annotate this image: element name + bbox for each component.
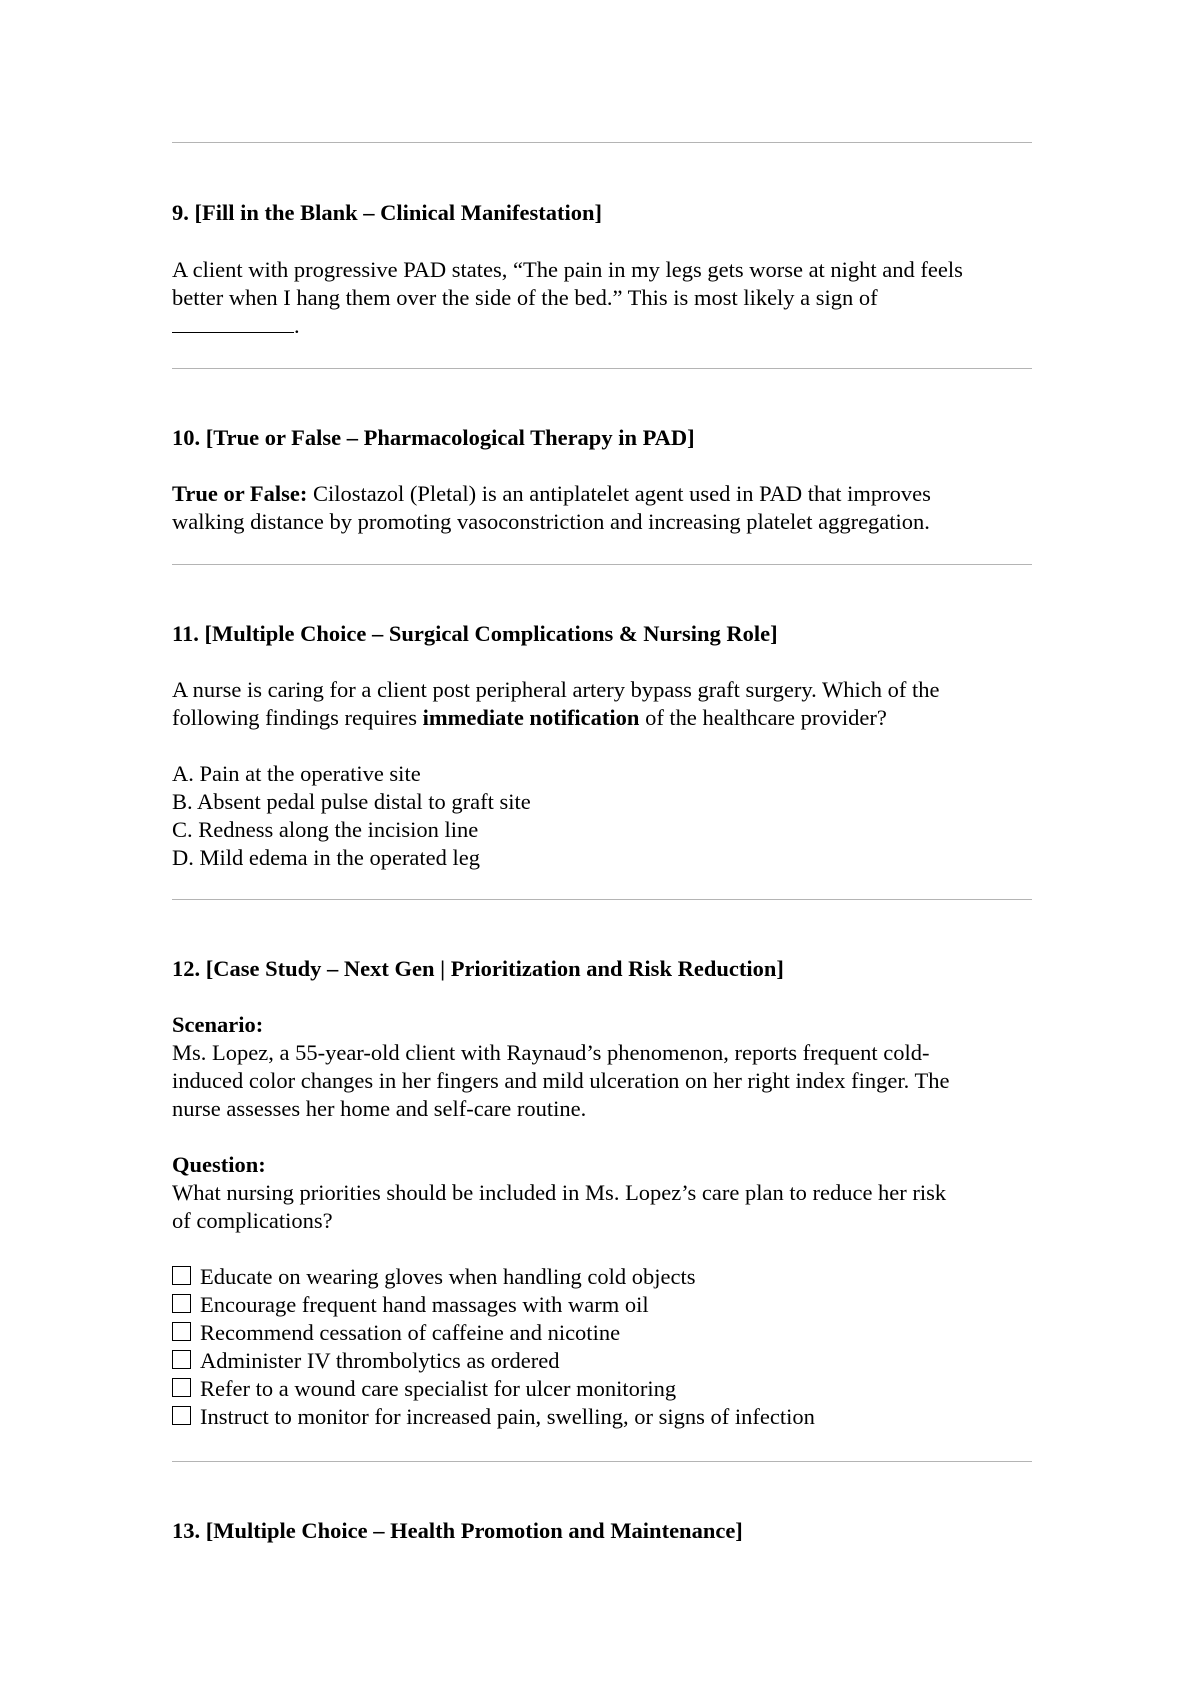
checkbox[interactable]	[172, 1294, 191, 1313]
checklist-item: Refer to a wound care specialist for ulcer monitoring	[172, 1375, 1032, 1403]
question-label: Question:	[172, 1152, 266, 1177]
q9-body	[172, 256, 1032, 340]
scenario-text	[172, 1039, 1032, 1123]
option-b[interactable]: B. Absent pedal pulse distal to graft site	[172, 789, 531, 814]
q11-line: A nurse is caring for a client post peripheral artery bypass graft surgery. Which of the	[172, 677, 940, 702]
q10-line: Cilostazol (Pletal) is an antiplatelet agent used in PAD that improves	[307, 481, 931, 506]
option-d[interactable]: D. Mild edema in the operated leg	[172, 845, 481, 870]
q11-heading: 11. [Multiple Choice – Surgical Complications & Nursing Role]	[172, 621, 778, 646]
q13-heading: 13. [Multiple Choice – Health Promotion and Maintenance]	[172, 1518, 743, 1543]
question-text	[172, 1179, 1032, 1235]
q9-end: .	[294, 313, 300, 338]
emphasis: immediate notification	[422, 705, 640, 730]
q9-line: A client with progressive PAD states, “The pain in my legs gets worse at night and feels	[172, 257, 963, 282]
divider	[172, 899, 1032, 900]
scenario-label: Scenario:	[172, 1012, 264, 1037]
checkbox[interactable]	[172, 1378, 191, 1397]
divider	[172, 142, 1032, 143]
q9-line: better when I hang them over the side of the bed.” This is most likely a sign of	[172, 285, 878, 310]
checklist-item: Encourage frequent hand massages with warm oil	[172, 1291, 1032, 1319]
checkbox[interactable]	[172, 1406, 191, 1425]
q10-line: walking distance by promoting vasoconstriction and increasing platelet aggregation.	[172, 509, 930, 534]
option-c[interactable]: C. Redness along the incision line	[172, 817, 479, 842]
scenario-line: Ms. Lopez, a 55-year-old client with Raynaud’s phenomenon, reports frequent cold-	[172, 1040, 930, 1065]
checklist-item: Administer IV thrombolytics as ordered	[172, 1347, 1032, 1375]
scenario-line: induced color changes in her fingers and mild ulceration on her right index finger. The	[172, 1068, 950, 1093]
q12-checklist	[172, 1263, 1032, 1431]
divider	[172, 1461, 1032, 1462]
checklist-item: Recommend cessation of caffeine and nicotine	[172, 1319, 1032, 1347]
option-a[interactable]: A. Pain at the operative site	[172, 761, 421, 786]
checklist-item: Educate on wearing gloves when handling cold objects	[172, 1263, 1032, 1291]
q11-options	[172, 760, 1032, 872]
checkbox[interactable]	[172, 1322, 191, 1341]
divider	[172, 368, 1032, 369]
q10-body	[172, 480, 1032, 536]
scenario-line: nurse assesses her home and self-care routine.	[172, 1096, 587, 1121]
checklist-item: Instruct to monitor for increased pain, swelling, or signs of infection	[172, 1403, 1032, 1431]
question-line: of complications?	[172, 1208, 333, 1233]
q10-label: True or False:	[172, 481, 308, 506]
q12-heading: 12. [Case Study – Next Gen | Prioritization and Risk Reduction]	[172, 956, 784, 981]
checkbox[interactable]	[172, 1266, 191, 1285]
q11-stem: A nurse is caring for a client post peripheral artery bypass graft surgery. Which of the following findings requires immediate notification of the healthcare provider?	[172, 676, 1032, 732]
answer-blank[interactable]	[172, 312, 294, 333]
q9-heading: 9. [Fill in the Blank – Clinical Manifestation]	[172, 200, 603, 225]
divider	[172, 564, 1032, 565]
question-line: What nursing priorities should be included in Ms. Lopez’s care plan to reduce her risk	[172, 1180, 947, 1205]
checkbox[interactable]	[172, 1350, 191, 1369]
q10-heading: 10. [True or False – Pharmacological Therapy in PAD]	[172, 425, 695, 450]
